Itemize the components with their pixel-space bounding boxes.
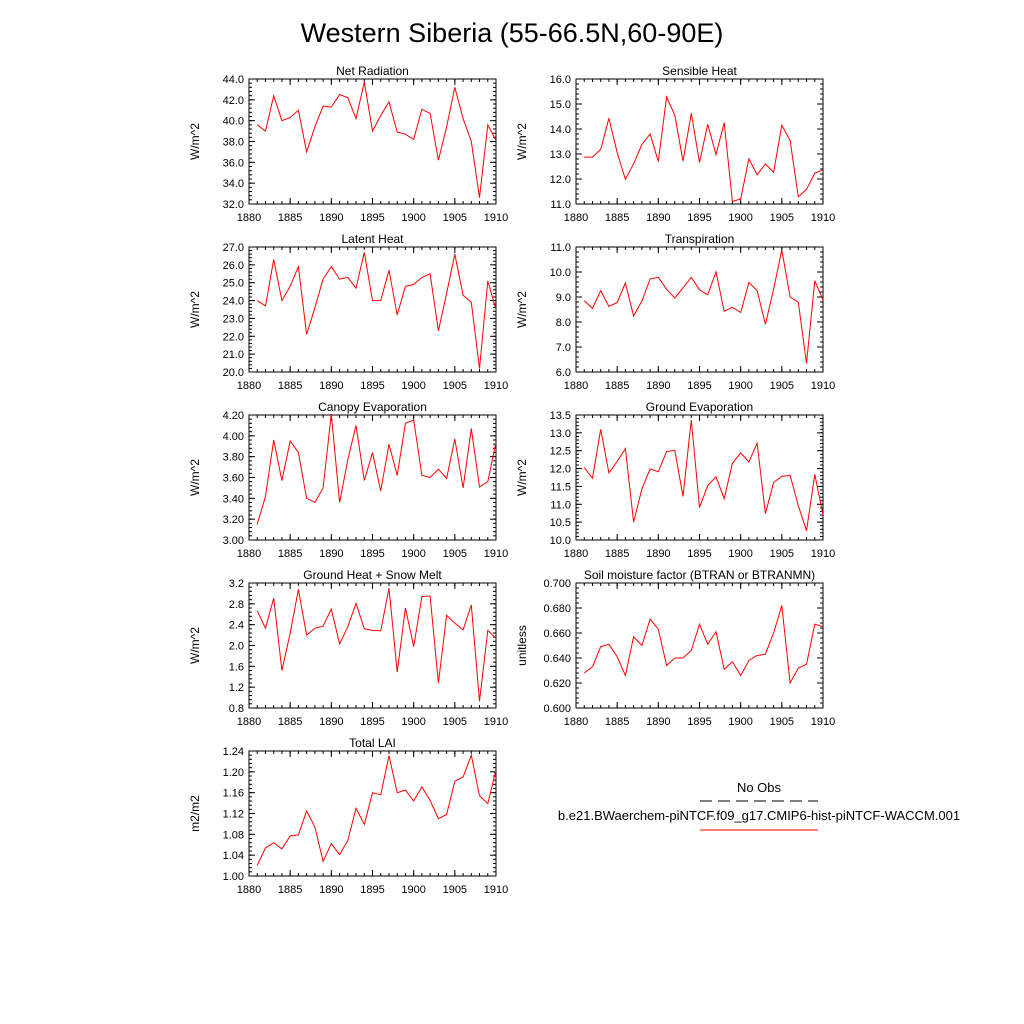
legend-label-model: b.e21.BWaerchem-piNTCF.f09_g17.CMIP6-hist-piNTCF-WACCM.001: [557, 808, 961, 823]
y-tick-label: 12.0: [549, 463, 571, 476]
y-tick-label: 2.8: [228, 598, 244, 611]
y-tick-label: 38.0: [222, 136, 244, 149]
x-tick-label: 1910: [483, 716, 509, 728]
x-tick-label: 1880: [236, 212, 262, 224]
x-tick-label: 1885: [277, 212, 303, 224]
y-tick-label: 1.6: [228, 661, 244, 674]
y-tick-label: 25.0: [222, 277, 244, 290]
y-tick-label: 1.20: [222, 766, 244, 779]
y-axis-label: W/m^2: [188, 459, 202, 496]
panel-title: Sensible Heat: [662, 64, 737, 78]
x-tick-label: 1910: [810, 548, 836, 560]
panel-title: Ground Evaporation: [645, 400, 754, 414]
legend-label-obs: No Obs: [736, 780, 782, 795]
y-tick-label: 4.20: [222, 410, 244, 422]
x-tick-label: 1880: [563, 212, 589, 224]
x-tick-label: 1890: [319, 212, 344, 224]
y-tick-label: 12.0: [549, 174, 571, 186]
plot-frame: [249, 751, 496, 876]
x-tick-label: 1890: [319, 884, 344, 896]
y-tick-label: 0.660: [543, 628, 571, 640]
x-tick-label: 1905: [442, 548, 468, 560]
panel-title: Ground Heat + Snow Melt: [303, 568, 442, 582]
series-line: [584, 97, 823, 202]
y-tick-label: 9.0: [555, 292, 571, 304]
series-line: [584, 420, 823, 531]
x-tick-label: 1880: [236, 380, 262, 392]
chart-panel: [515, 568, 835, 728]
y-tick-label: 11.0: [550, 242, 571, 254]
x-tick-label: 1900: [401, 884, 426, 896]
x-tick-label: 1880: [563, 716, 589, 728]
chart-panel: [515, 400, 835, 560]
chart-panel: [188, 736, 508, 896]
y-tick-label: 11.0: [550, 499, 571, 512]
y-tick-label: 27.0: [222, 242, 244, 254]
series-line: [257, 252, 496, 368]
y-tick-label: 13.0: [549, 427, 571, 440]
y-tick-label: 32.0: [222, 199, 244, 211]
x-tick-label: 1910: [483, 212, 509, 224]
y-tick-label: 0.620: [543, 678, 571, 690]
x-tick-label: 1890: [319, 548, 344, 560]
x-tick-label: 1910: [483, 548, 509, 560]
x-tick-label: 1890: [646, 716, 671, 728]
y-tick-label: 2.0: [228, 640, 244, 653]
x-tick-label: 1905: [769, 212, 795, 224]
y-tick-label: 0.600: [543, 703, 571, 715]
y-tick-label: 1.08: [222, 829, 244, 842]
y-tick-label: 1.04: [222, 850, 244, 863]
y-tick-label: 26.0: [222, 259, 244, 272]
main-title: Western Siberia (55-66.5N,60-90E): [300, 18, 724, 48]
y-tick-label: 1.12: [222, 808, 244, 821]
x-tick-label: 1895: [687, 380, 712, 392]
y-tick-label: 0.640: [543, 653, 571, 665]
x-tick-label: 1900: [728, 548, 753, 560]
y-axis-label: W/m^2: [188, 123, 202, 160]
x-tick-label: 1905: [442, 212, 468, 224]
y-tick-label: 2.4: [228, 619, 244, 632]
y-tick-label: 13.0: [549, 149, 571, 161]
x-tick-label: 1910: [810, 380, 836, 392]
panel-title: Net Radiation: [336, 64, 409, 78]
plot-frame: [576, 415, 823, 540]
x-tick-label: 1905: [769, 380, 795, 392]
plot-frame: [249, 79, 496, 204]
x-tick-label: 1880: [563, 548, 589, 560]
panels: [188, 64, 835, 896]
y-tick-label: 3.2: [228, 578, 244, 590]
panel-title: Soil moisture factor (BTRAN or BTRANMN): [583, 568, 816, 582]
x-tick-label: 1890: [646, 212, 671, 224]
y-tick-label: 8.0: [555, 317, 571, 329]
x-tick-label: 1890: [319, 716, 344, 728]
x-tick-label: 1900: [401, 380, 426, 392]
y-tick-label: 1.00: [222, 871, 244, 883]
y-tick-label: 3.40: [222, 493, 244, 506]
x-tick-label: 1900: [728, 380, 753, 392]
x-tick-label: 1885: [604, 380, 630, 392]
x-tick-label: 1895: [687, 716, 712, 728]
x-tick-label: 1900: [401, 716, 426, 728]
x-tick-label: 1900: [401, 212, 426, 224]
chart-panel: [188, 568, 508, 728]
y-tick-label: 7.0: [555, 342, 571, 354]
x-tick-label: 1905: [769, 716, 795, 728]
y-axis-label: W/m^2: [515, 459, 529, 496]
y-axis-label: W/m^2: [188, 627, 202, 664]
y-tick-label: 1.16: [222, 787, 244, 800]
y-tick-label: 1.2: [228, 682, 244, 695]
y-tick-label: 3.20: [222, 514, 244, 527]
x-tick-label: 1890: [319, 380, 344, 392]
y-tick-label: 36.0: [222, 157, 244, 170]
x-tick-label: 1900: [728, 716, 753, 728]
x-tick-label: 1885: [277, 548, 303, 560]
y-tick-label: 14.0: [549, 124, 571, 136]
y-tick-label: 4.00: [222, 430, 244, 443]
x-tick-label: 1890: [646, 380, 671, 392]
x-tick-label: 1890: [646, 548, 671, 560]
x-tick-label: 1900: [728, 212, 753, 224]
plot-frame: [249, 415, 496, 540]
series-line: [257, 414, 496, 524]
y-axis-label: m2/m2: [188, 795, 202, 832]
x-tick-label: 1885: [604, 548, 630, 560]
y-tick-label: 0.680: [543, 603, 571, 615]
x-tick-label: 1885: [604, 716, 630, 728]
x-tick-label: 1905: [442, 884, 468, 896]
chart-panel: [188, 400, 508, 560]
plot-frame: [249, 583, 496, 708]
x-tick-label: 1895: [360, 212, 385, 224]
y-tick-label: 10.0: [549, 535, 571, 547]
panel-title: Total LAI: [349, 736, 396, 750]
y-tick-label: 20.0: [222, 367, 244, 379]
y-tick-label: 22.0: [222, 331, 244, 344]
series-line: [257, 82, 496, 198]
y-tick-label: 15.0: [549, 99, 571, 111]
x-tick-label: 1910: [483, 884, 509, 896]
x-tick-label: 1905: [769, 548, 795, 560]
chart-panel: [188, 64, 508, 224]
y-tick-label: 16.0: [549, 74, 571, 86]
legend: [558, 780, 960, 830]
y-tick-label: 23.0: [222, 313, 244, 326]
y-tick-label: 34.0: [222, 178, 244, 191]
y-tick-label: 12.5: [549, 445, 571, 458]
y-tick-label: 3.60: [222, 472, 244, 485]
y-tick-label: 0.8: [228, 703, 244, 715]
panel-title: Transpiration: [664, 232, 735, 246]
x-tick-label: 1885: [277, 884, 303, 896]
y-tick-label: 3.80: [222, 451, 244, 464]
series-line: [257, 755, 496, 865]
x-tick-label: 1900: [401, 548, 426, 560]
x-tick-label: 1895: [360, 548, 385, 560]
y-tick-label: 0.700: [543, 578, 571, 590]
x-tick-label: 1895: [687, 212, 712, 224]
y-tick-label: 13.5: [549, 410, 571, 422]
x-tick-label: 1885: [277, 380, 303, 392]
y-tick-label: 1.24: [222, 746, 244, 758]
panel-title: Latent Heat: [341, 232, 404, 246]
y-tick-label: 10.0: [549, 267, 571, 279]
x-tick-label: 1885: [277, 716, 303, 728]
chart-panel: [188, 232, 508, 392]
x-tick-label: 1880: [563, 380, 589, 392]
y-tick-label: 44.0: [222, 74, 244, 86]
y-tick-label: 6.0: [555, 367, 571, 379]
y-tick-label: 10.5: [549, 517, 571, 530]
chart-panel: [515, 64, 835, 224]
x-tick-label: 1895: [360, 716, 385, 728]
x-tick-label: 1910: [810, 212, 836, 224]
x-tick-label: 1880: [236, 716, 262, 728]
series-line: [584, 606, 823, 684]
y-tick-label: 42.0: [222, 94, 244, 107]
x-tick-label: 1910: [810, 716, 836, 728]
x-tick-label: 1895: [687, 548, 712, 560]
y-tick-label: 11.0: [550, 199, 571, 211]
series-line: [257, 588, 496, 701]
plot-frame: [576, 79, 823, 204]
y-axis-label: W/m^2: [515, 123, 529, 160]
y-tick-label: 24.0: [222, 295, 244, 308]
x-tick-label: 1880: [236, 548, 262, 560]
x-tick-label: 1905: [442, 380, 468, 392]
y-axis-label: unitless: [515, 625, 529, 666]
y-axis-label: W/m^2: [515, 291, 529, 328]
y-tick-label: 11.5: [550, 481, 571, 494]
x-tick-label: 1905: [442, 716, 468, 728]
x-tick-label: 1910: [483, 380, 509, 392]
plot-frame: [249, 247, 496, 372]
y-tick-label: 3.00: [222, 535, 244, 547]
x-tick-label: 1895: [360, 884, 385, 896]
y-axis-label: W/m^2: [188, 291, 202, 328]
plot-frame: [576, 247, 823, 372]
x-tick-label: 1885: [604, 212, 630, 224]
y-tick-label: 40.0: [222, 115, 244, 128]
x-tick-label: 1880: [236, 884, 262, 896]
y-tick-label: 21.0: [222, 349, 244, 362]
series-line: [584, 250, 823, 363]
panel-title: Canopy Evaporation: [318, 400, 427, 414]
x-tick-label: 1895: [360, 380, 385, 392]
chart-panel: [515, 232, 835, 392]
